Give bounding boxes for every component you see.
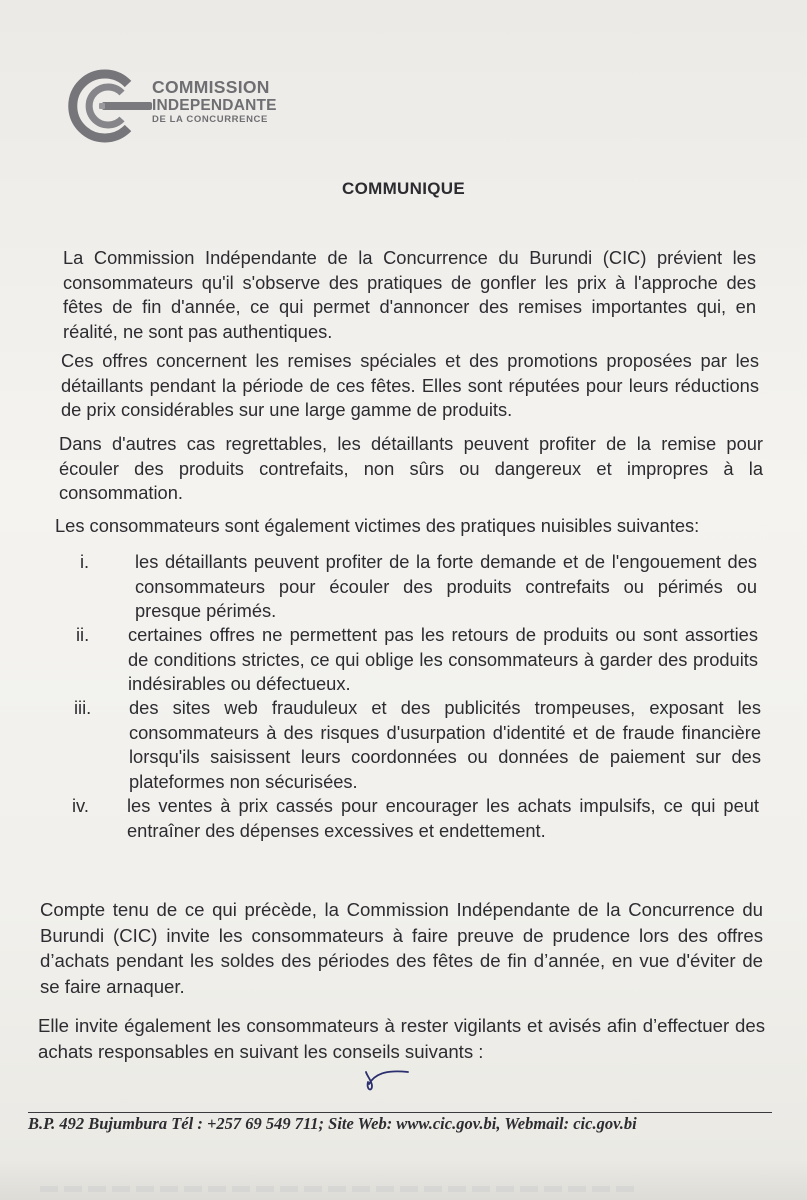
list-item-text: des sites web frauduleux et des publicités trompeuses, exposant les consommateurs à des risques d'usurpation d'identité et de fraude financière lorsqu'ils saisissent leurs coordonnées ou données de paiement sur des plateformes non sécurisées.	[129, 697, 761, 792]
logo-line-3: DE LA CONCURRENCE	[152, 114, 268, 125]
list-item-number: ii.	[76, 624, 90, 645]
logo-line-1: COMMISSION	[152, 77, 270, 97]
paragraph-counterfeit: Dans d'autres cas regrettables, les détaillants peuvent profiter de la remise pour écouler des produits contrefaits, non sûrs ou dangereux et impropres à la consommation.	[59, 433, 763, 503]
paragraph-conclusion: Compte tenu de ce qui précède, la Commission Indépendante de la Concurrence du Burundi (CIC) invite les consommateurs à faire preuve de prudence lors des offres d’achats pendant les soldes des périodes des fêtes de fin d’année, en vue d'éviter de se faire arnaquer.	[40, 899, 763, 997]
paragraph-intro: La Commission Indépendante de la Concurrence du Burundi (CIC) prévient les consommateurs qu'il s'observe des pratiques de gonfler les prix à l'approche des fêtes de fin d'année, ce qui permet d'annoncer des remises importantes qui, en réalité, ne sont pas authentiques.	[63, 247, 756, 342]
list-item-number: iii.	[74, 697, 92, 718]
logo-wordmark	[152, 79, 277, 125]
cic-logo	[66, 66, 296, 146]
list-item-number: i.	[80, 551, 90, 572]
list-item-text: les détaillants peuvent profiter de la forte demande et de l'engouement des consommateurs pour écouler des produits contrefaits ou périmés ou presque périmés.	[135, 551, 757, 621]
footer-contact: B.P. 492 Bujumbura Tél : +257 69 549 711; Site Web: www.cic.gov.bi, Webmail: cic.gov.bi	[28, 1114, 637, 1133]
list-item-number: iv.	[72, 795, 89, 816]
paragraph-list-intro: Les consommateurs sont également victimes des pratiques nuisibles suivantes:	[55, 515, 700, 536]
page-shadow	[0, 1160, 807, 1200]
logo-line-2: INDEPENDANTE	[152, 96, 277, 114]
show-through-text	[40, 1186, 640, 1192]
document-title: COMMUNIQUE	[342, 179, 465, 198]
cic-logo-icon	[66, 66, 156, 146]
paragraph-offers: Ces offres concernent les remises spéciales et des promotions proposées par les détaillants pendant la période de ces fêtes. Elles sont réputées pour leurs réductions de prix considérables sur une large gamme de produits.	[61, 350, 759, 420]
initials-mark	[360, 1062, 420, 1096]
paragraph-advice-intro: Elle invite également les consommateurs à rester vigilants et avisés afin d’effectuer des achats responsables en suivant les conseils suivants :	[38, 1015, 765, 1062]
list-item-text: les ventes à prix cassés pour encourager les achats impulsifs, ce qui peut entraîner des dépenses excessives et endettement.	[127, 795, 759, 841]
list-item-text: certaines offres ne permettent pas les retours de produits ou sont assorties de conditions strictes, ce qui oblige les consommateurs à garder des produits indésirables ou défectueux.	[128, 624, 758, 694]
